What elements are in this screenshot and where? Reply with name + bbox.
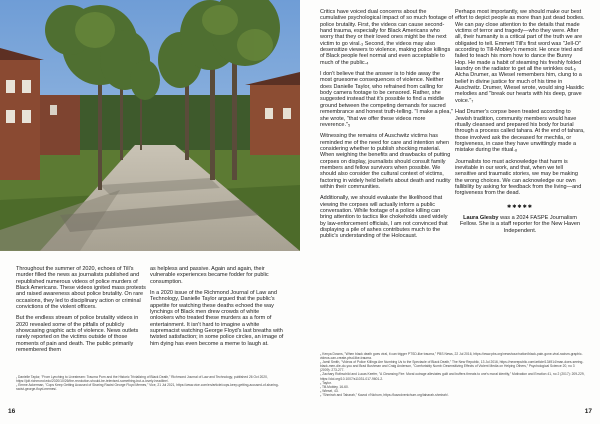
footnote: ₅ Zachary Rothschild and Lucas Keefer, "A Cleansing Fire: Moral outrage alleviates guilt and buffers threats to one's moral identity," Motivation and Emotion 41, no 2 (2017): 209-229, https://doi.org/10.1007/s11031-017-9601-2. (320, 372, 585, 381)
page-number: 17 (584, 408, 592, 415)
section-break-stars: ✱✱✱✱✱ (507, 203, 533, 210)
right-page (300, 0, 600, 424)
footnote: ₂ Emme Ackerman, "Cops Keep Getting Accused of Sharing Racist George Floyd Memes," Vice, 21 Jul 2021, https://www.vice.com/en/article/cops-keep-getting-accused-of-sharing-racist-george-floyd-memes/. (16, 383, 279, 392)
paragraph: Critics have voiced dual concerns about the cumulative psychological impact of so much footage of police brutality. First, the videos can cause second-hand trauma, especially for Black Americans who worry that they or their loved ones might be the next victim to go viral.₃ Second, the videos may also desensitize viewers to violence, making police killings of Black people feel normal and even acceptable to much of the public.₄ (320, 9, 453, 66)
footnote: ₁ Danielle Taylor, "From Lynching to Livestream: Trauma Porn and the Historic Trivializing of Black Death," Richmond Journal of Law and Technology, published 26 Oct 2020, https://jolt.richmond.edu/2020/10/26/the-revolution-should-be-televised-something-but-a-lovely-headline/. (16, 375, 268, 384)
paragraph: Had Drumer's corpse been treated according to Jewish tradition, community members would have ritually cleansed and prepared his body for burial through a process called tahara. At the end of tahara, those involved ask the deceased for mechila, or forgiveness, in case they have unwittingly made a mistake during the ritual.₈ (455, 109, 585, 154)
right-column-2 (455, 9, 585, 234)
author-bio-text: was a 2024 FASPE Journalism Fellow. She is a staff reporter for the New Haven Independent. (459, 214, 581, 234)
paragraph: I don't believe that the answer is to hide away the most gruesome consequences of violence. Neither does Danielle Taylor, who refrained from calling for body camera footage to be censored. Rather, she suggested instead that it's possible to find a middle ground between the competing demands for sacred remembrance and honest truth-telling. "I make a plea," she wrote, "that we offer these videos more reverence."₅ (320, 71, 453, 128)
photo-tree-lined-road (0, 0, 300, 251)
right-footnotes (320, 352, 585, 397)
paragraph: Journalists too must acknowledge that harm is inevitable in our work, and that, when we tell sensitive and traumatic stories, we may be making the wrong choices. We can acknowledge our own fallibility by asking for feedback from the living—and forgiveness from the dead. (455, 158, 582, 197)
paragraph: In a 2020 issue of the Richmond Journal of Law and Technology, Danielle Taylor argued that the public's appetite for watching these deaths echoed the way lynchings of Black men drew crowds of white onlookers who treated these murders as a form of entertainment. It isn't hard to imagine a white supremacist watching George Floyd's last breaths with twisted satisfaction; in some police circles, an image of him dying has even become a meme to laugh at. (150, 290, 284, 347)
paragraph: as helpless and passive. Again and again, their vulnerable experiences became fodder for public consumption. (150, 266, 269, 285)
left-column-1 (16, 266, 146, 353)
footnote: ₆ Taylor. (320, 380, 332, 385)
paragraph: Perhaps most importantly, we should make our best effort to depict people as more than just dead bodies. We can pay close attention to the details that made victims of terror and tragedy—who they were. After all, their humanity is a critical part of the truth we are obligated to tell. Emmett Till's first word was "Jell-O" according to Till-Mobley's memoir. He once tried and failed to teach his mom how to dance the Bunny Hop. He made a habit of steaming his freshly folded laundry on the radiator to get all the wrinkles out.₆ Alcha Drumer, as Wiesel remembers him, clung to a belief in divine justice for much of his time in Auschwitz. Drumer, Wiesel wrote, would sing Hasidic melodies and "break our hearts with his deep, grave voice."₇ (455, 9, 585, 104)
left-footnotes (16, 375, 284, 391)
page-number: 16 (8, 408, 16, 415)
footnote: ₃ Kenya Downs, "When black death goes viral, it can trigger PTSD-like trauma," PBS News, 22 Jul 2016, https://www.pbs.org/newshour/nation/black-pain-gone-viral-racism-graphic-videos-can-create-ptsd-like-trauma. (320, 352, 583, 361)
author-bio (455, 215, 585, 234)
footnote: ₈ Wiesel, 43. (320, 388, 339, 393)
footnote: ₉ "Shmirah and Taharah," Kavod v'Nichum, https://kavodvenichum.org/taharah-shmirah/. (320, 392, 449, 397)
paragraph: Witnessing the remains of Auschwitz victims has reminded me of the need for care and intention when considering whether to publish shocking material. When weighing the benefits and drawbacks of putting corpses on display, journalists should consult family members and fellow survivors when possible. We should also consider the cultural context of victims, factoring in widely held beliefs about death and nudity within their communities. (320, 133, 451, 190)
right-column-1 (320, 9, 453, 240)
left-column-2 (150, 266, 284, 347)
paragraph: Throughout the summer of 2020, echoes of Till's murder filled the news as journalists published and republished numerous videos of police murders of Black Americans. These videos ignited mass protests and raised awareness about police brutality. On rare occasions, they led to disciplinary action or criminal convictions of the violent officers. (16, 266, 146, 311)
paragraph: But the endless stream of police brutality videos in 2020 revealed some of the pitfalls of publicly showcasing graphic acts of violence. News outlets rarely reported on the victims outside of those moments of pain and death. The public primarily remembered them (16, 315, 139, 354)
footnote: ₄ Jamil Smith, "Videos of Police Killings Are Numbing Us to the Spectacle of Black Death," The New Republic, 13 Jul 2016, https://newrepublic.com/article/134914/man-does-seeing-black-men-die-do-you and Brad Bushman and Craig Anderson, "Comfortably Numb: Desensitizing Effects of Violent Media on Helping Others," Psychological Science 20, no 3 (2009): 273-277. (320, 360, 584, 373)
author-name: Laura Glesby (463, 214, 499, 221)
paragraph: Additionally, we should evaluate the likelihood that viewing the corpses will actually inform a public conversation. While footage of a police killing can bring attention to tactics like chokeholds used widely by law-enforcement officials, I am not convinced that displaying a pile of ashes contributes much to the public's understanding of the Holocaust. (320, 195, 448, 240)
footnote: ₇ Till-Mobley, 16-60. (320, 384, 349, 389)
